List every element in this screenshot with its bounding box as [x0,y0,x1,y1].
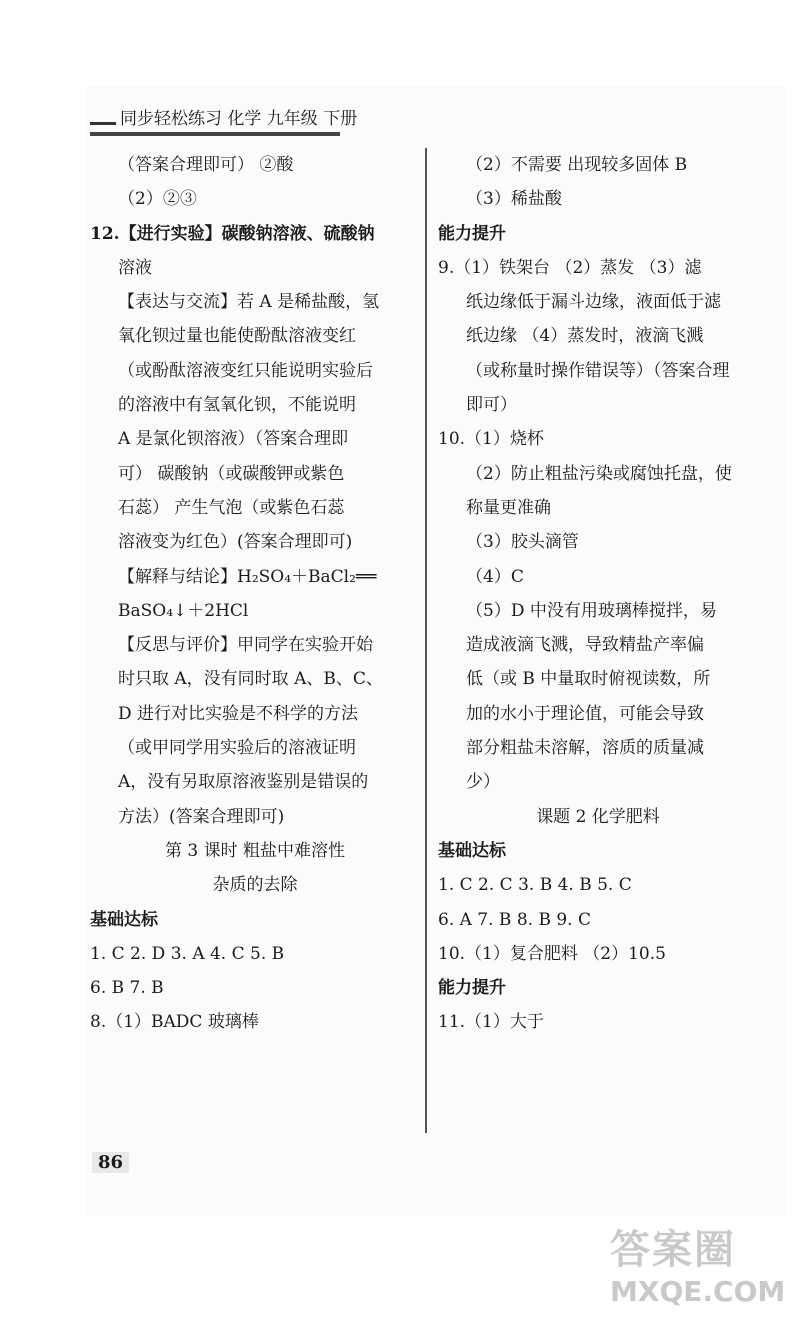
text-line: A，没有另取原溶液鉴别是错误的 [118,772,369,793]
text-line: （2）不需要 出现较多固体 B [466,155,688,175]
text-line: 6. B 7. B [90,978,164,999]
text-line: 石蕊） 产生气泡（或紫色石蕊 [118,497,345,518]
text-line: 溶液变为红色）(答案合理即可) [118,532,353,553]
text-line: 12.【进行实验】碳酸钠溶液、硫酸钠 [90,223,375,244]
text-line: （2）防止粗盐污染或腐蚀托盘，使 [466,463,732,484]
text-line: 部分粗盐未溶解，溶质的质量减 [466,738,704,759]
watermark-logo [610,1218,790,1313]
text-line: （或甲同学用实验后的溶液证明 [118,738,356,759]
text-line: 造成液滴飞溅，导致精盐产率偏 [466,635,704,656]
right-column [438,148,758,1040]
text-line: 少） [466,772,500,793]
text-line: （或称量时操作错误等）（答案合理 [466,360,730,381]
text-line: 的溶液中有氢氧化钡，不能说明 [118,395,356,416]
text-line: （2）②③ [118,189,197,210]
text-line: 【反思与评价】甲同学在实验开始 [118,635,373,656]
text-line: 【解释与结论】H₂SO₄＋BaCl₂══ [118,566,377,587]
text-line: （答案合理即可） ②酸 [118,155,294,175]
text-line: 能力提升 [438,978,506,999]
text-line: 1. C 2. D 3. A 4. C 5. B [90,943,285,964]
header-rule [90,122,116,125]
text-line: 称量更准确 [466,497,551,518]
text-line: （3）稀盐酸 [466,189,562,210]
text-line: 可） 碳酸钠（或碳酸钾或紫色 [118,463,345,484]
text-line: 加的水小于理论值，可能会导致 [466,703,704,724]
text-line: 基础达标 [438,840,506,861]
text-line: 1. C 2. C 3. B 4. B 5. C [438,875,632,896]
text-line: 溶液 [118,257,152,278]
text-line: BaSO₄↓＋2HCl [118,600,249,621]
section-heading: 杂质的去除 [212,875,298,896]
watermark-text: 答案圈 [610,1227,736,1273]
text-line: 【表达与交流】若 A 是稀盐酸，氢 [118,292,380,313]
text-line: 纸边缘 （4）蒸发时，液滴飞溅 [466,326,704,347]
watermark-url: MXQE.COM [610,1275,786,1308]
text-line: 能力提升 [438,223,506,244]
text-line: 9.（1）铁架台 （2）蒸发 （3）滤 [438,257,702,278]
text-line: 氧化钡过量也能使酚酞溶液变红 [118,326,356,347]
text-line: 基础达标 [90,909,158,930]
page-header [90,104,430,144]
section-heading: 第 3 课时 粗盐中难溶性 [164,840,346,861]
text-line: 6. A 7. B 8. B 9. C [438,909,591,930]
header-underline [90,132,340,136]
text-line: 时只取 A，没有同时取 A、B、C、 [118,669,383,690]
text-line: 11.（1）大于 [438,1012,544,1033]
text-line: 即可） [466,395,517,416]
text-line: 10.（1）复合肥料 （2）10.5 [438,943,666,964]
text-line: 10.（1）烧杯 [438,429,544,450]
page-number: 86 [92,1152,129,1173]
text-line: （4）C [466,566,524,587]
text-line: （或酚酞溶液变红只能说明实验后 [118,360,373,381]
text-line: （5）D 中没有用玻璃棒搅拌，易 [466,600,717,621]
text-line: 低（或 B 中量取时俯视读数，所 [466,669,711,690]
text-line: （3）胶头滴管 [466,532,579,553]
text-line: 8.（1）BADC 玻璃棒 [90,1012,259,1033]
section-heading: 课题 2 化学肥料 [536,806,660,827]
text-line: 纸边缘低于漏斗边缘，液面低于滤 [466,292,721,313]
column-divider [425,148,427,1133]
left-column [90,148,420,1040]
header-title: 同步轻松练习 化学 九年级 下册 [120,109,358,129]
text-line: 方法）(答案合理即可) [118,806,285,827]
text-line: D 进行对比实验是不科学的方法 [118,703,359,724]
text-line: A 是氯化钡溶液）（答案合理即 [118,429,349,450]
